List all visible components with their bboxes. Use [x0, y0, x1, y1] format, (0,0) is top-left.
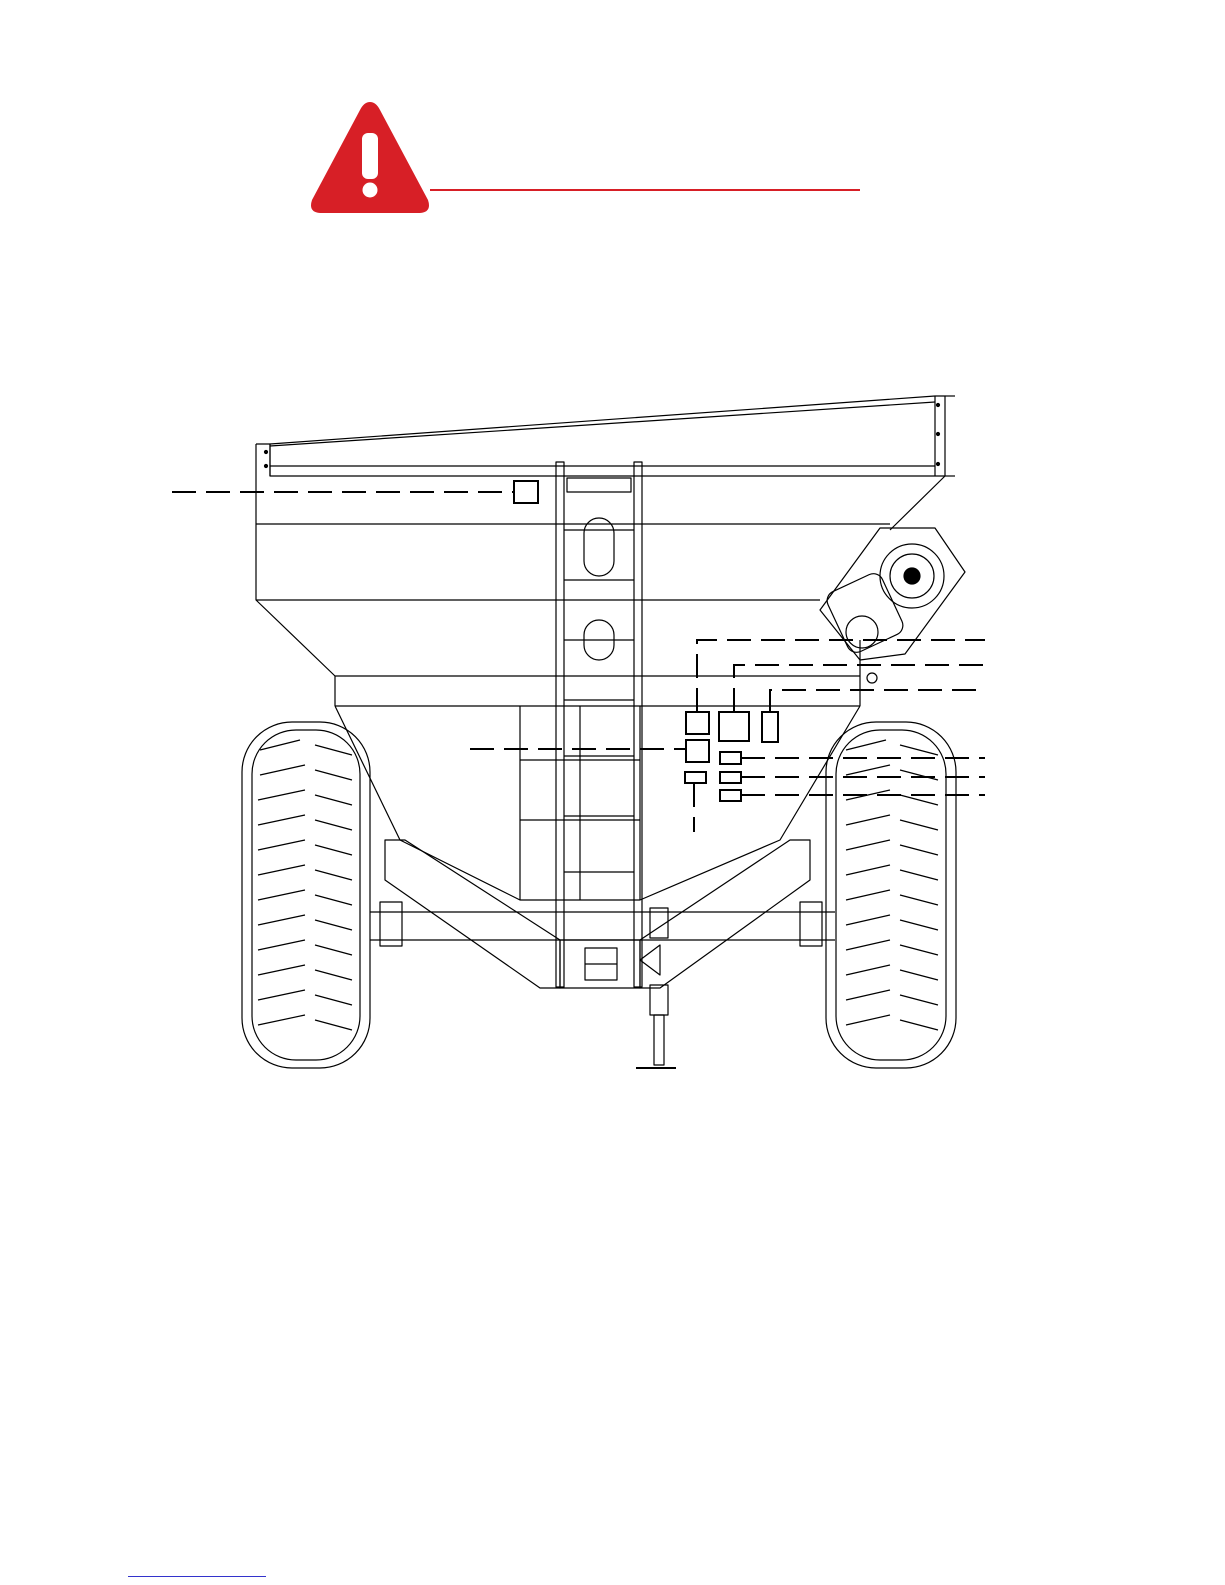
footer-link-underline: [128, 1576, 266, 1577]
hopper-extension: [256, 396, 955, 476]
decal-box-5: [686, 740, 709, 762]
decal-box-2: [686, 712, 709, 734]
hitch-tongue: [370, 840, 835, 1068]
leader-line-4: [770, 690, 985, 712]
decal-box-3: [719, 712, 749, 741]
left-tire: [242, 722, 370, 1068]
decal-box-7: [685, 772, 706, 783]
ladder: [556, 462, 642, 987]
warning-triangle-exclamation-icon: [311, 102, 429, 213]
grain-cart-drawing: [242, 396, 965, 1068]
decal-box-4: [762, 712, 778, 742]
hopper-body: [256, 476, 945, 900]
warning-header: [311, 102, 860, 213]
auger-spout: [820, 528, 965, 683]
decal-box-6: [720, 752, 741, 764]
decal-box-9: [720, 790, 741, 801]
decal-box-8: [720, 772, 741, 783]
leader-lines: [172, 492, 985, 832]
decal-box-1: [514, 481, 538, 503]
right-tire: [826, 722, 956, 1068]
